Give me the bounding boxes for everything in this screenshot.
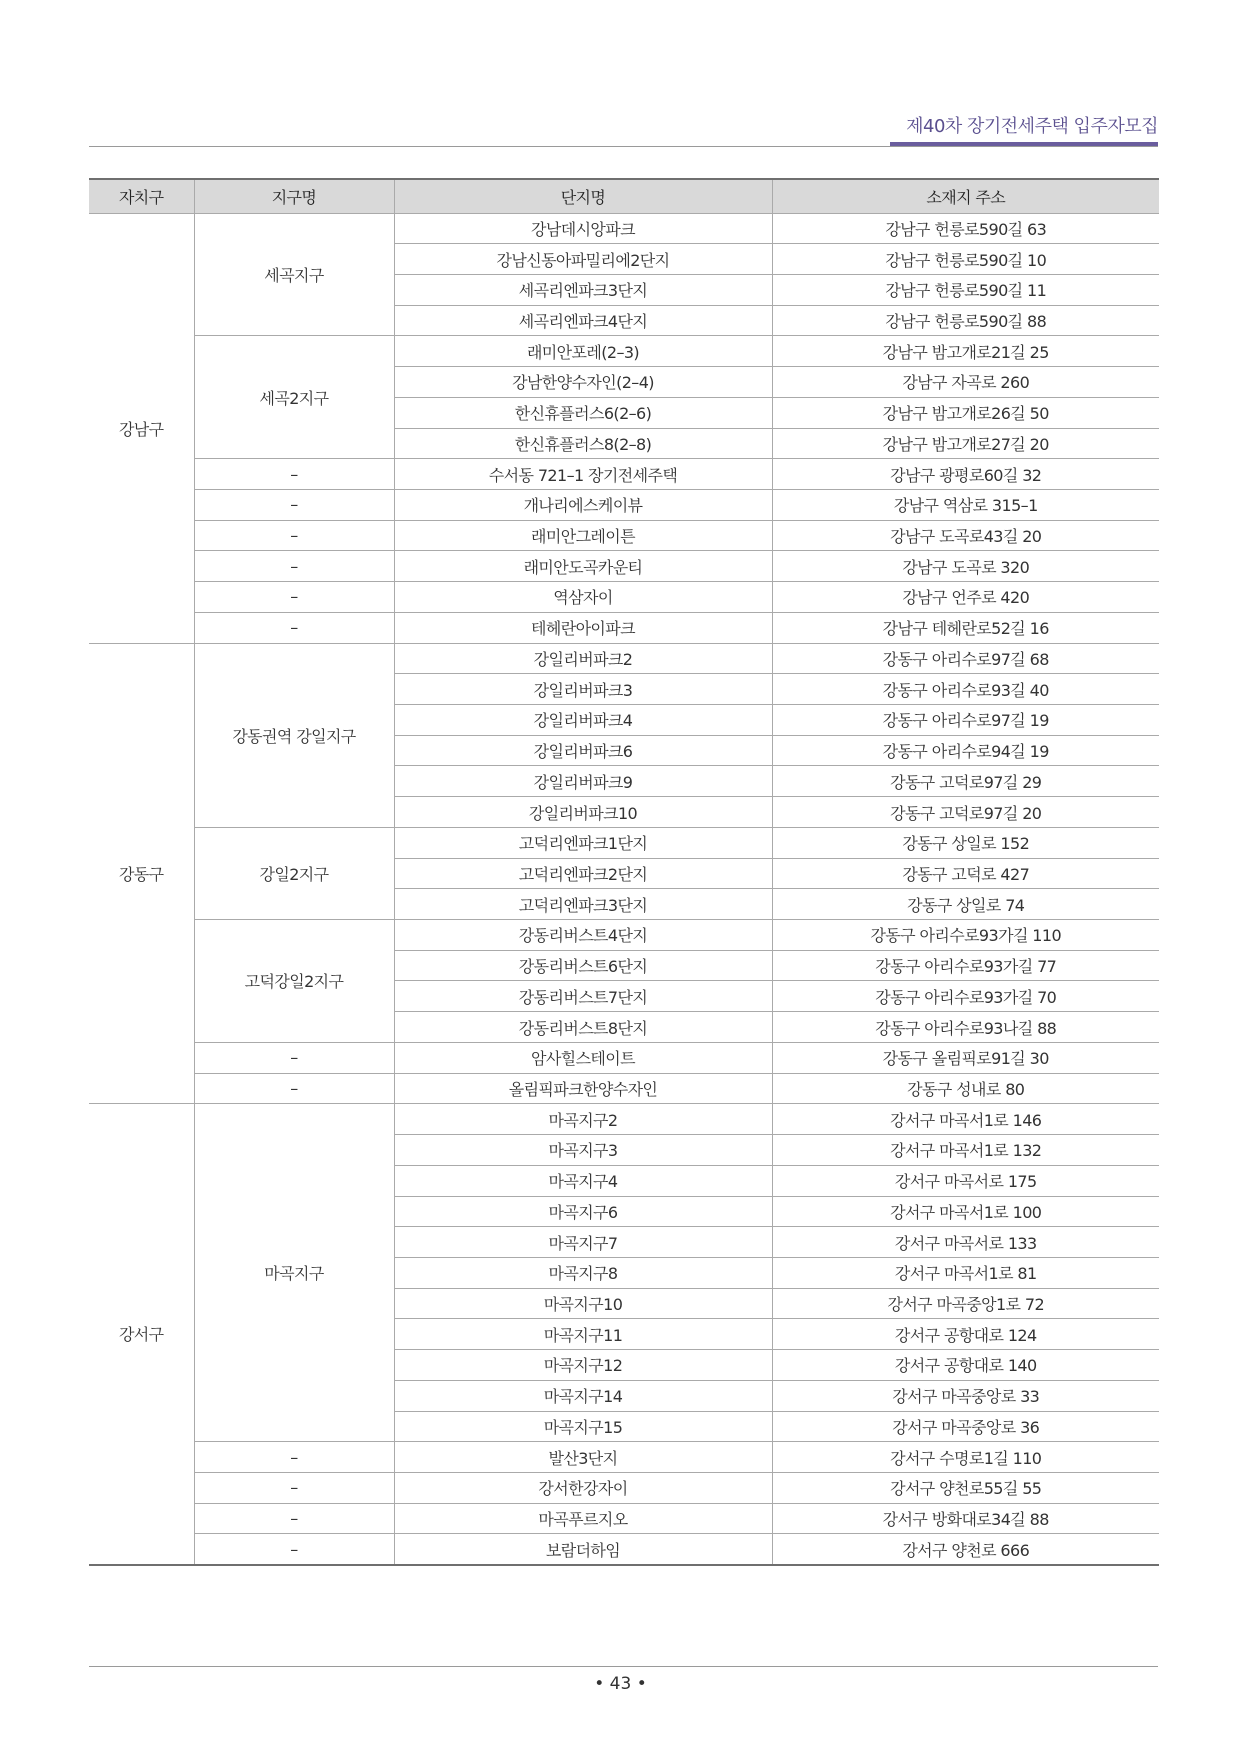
complex-name-cell: 강동리버스트6단지 <box>394 950 772 981</box>
table-row <box>89 459 1159 490</box>
complex-name-cell: 세곡리엔파크4단지 <box>394 305 772 336</box>
address-cell: 강서구 마곡서로 175 <box>772 1165 1159 1196</box>
complex-name-cell: 고덕리엔파크1단지 <box>394 827 772 858</box>
zone-cell: 강동권역 강일지구 <box>194 643 394 827</box>
table-row <box>89 1534 1159 1565</box>
complex-name-cell: 래미안그레이튼 <box>394 520 772 551</box>
address-cell: 강서구 마곡서로 133 <box>772 1227 1159 1258</box>
district-cell: 강동구 <box>89 643 194 1104</box>
complex-name-cell: 수서동 721–1 장기전세주택 <box>394 459 772 490</box>
complex-name-cell: 마곡지구14 <box>394 1380 772 1411</box>
table-body <box>89 213 1159 1565</box>
column-header-district: 자치구 <box>89 179 194 213</box>
zone-cell: – <box>194 1042 394 1073</box>
table-row <box>89 1472 1159 1503</box>
header-title: 제40차 장기전세주택 입주자모집 <box>906 116 1158 137</box>
zone-cell: – <box>194 1472 394 1503</box>
table-row <box>89 827 1159 858</box>
complex-name-cell: 테헤란아이파크 <box>394 612 772 643</box>
zone-cell: – <box>194 1073 394 1104</box>
complex-name-cell: 마곡지구15 <box>394 1411 772 1442</box>
address-cell: 강서구 마곡중앙로 33 <box>772 1380 1159 1411</box>
table-header-row <box>89 179 1159 213</box>
address-cell: 강남구 역삼로 315–1 <box>772 489 1159 520</box>
address-cell: 강서구 마곡중앙로 36 <box>772 1411 1159 1442</box>
table-row <box>89 1442 1159 1473</box>
table-row <box>89 1073 1159 1104</box>
zone-cell: 강일2지구 <box>194 827 394 919</box>
address-cell: 강서구 공항대로 140 <box>772 1350 1159 1381</box>
address-cell: 강동구 아리수로93가길 110 <box>772 920 1159 951</box>
complex-name-cell: 강남신동아파밀리에2단지 <box>394 244 772 275</box>
page-number: • 43 • <box>594 1674 647 1694</box>
complex-name-cell: 강일리버파크4 <box>394 705 772 736</box>
address-cell: 강남구 언주로 420 <box>772 582 1159 613</box>
address-cell: 강동구 성내로 80 <box>772 1073 1159 1104</box>
complex-name-cell: 역삼자이 <box>394 582 772 613</box>
complex-name-cell: 마곡지구10 <box>394 1288 772 1319</box>
address-cell: 강서구 양천로55길 55 <box>772 1472 1159 1503</box>
complex-name-cell: 강일리버파크10 <box>394 797 772 828</box>
table-row <box>89 643 1159 674</box>
address-cell: 강서구 마곡서1로 132 <box>772 1135 1159 1166</box>
complex-name-cell: 강일리버파크2 <box>394 643 772 674</box>
address-cell: 강남구 도곡로 320 <box>772 551 1159 582</box>
zone-cell: – <box>194 489 394 520</box>
address-cell: 강남구 헌릉로590길 10 <box>772 244 1159 275</box>
table-row <box>89 551 1159 582</box>
complex-name-cell: 한신휴플러스6(2–6) <box>394 397 772 428</box>
address-cell: 강동구 아리수로97길 19 <box>772 705 1159 736</box>
complex-name-cell: 강남데시앙파크 <box>394 213 772 244</box>
zone-cell: – <box>194 520 394 551</box>
complex-name-cell: 마곡지구3 <box>394 1135 772 1166</box>
complex-name-cell: 보람더하임 <box>394 1534 772 1565</box>
address-cell: 강동구 올림픽로91길 30 <box>772 1042 1159 1073</box>
table-row <box>89 1042 1159 1073</box>
complex-name-cell: 고덕리엔파크3단지 <box>394 889 772 920</box>
address-cell: 강동구 아리수로93가길 77 <box>772 950 1159 981</box>
address-cell: 강동구 아리수로93나길 88 <box>772 1012 1159 1043</box>
complex-name-cell: 한신휴플러스8(2–8) <box>394 428 772 459</box>
address-cell: 강남구 자곡로 260 <box>772 367 1159 398</box>
table-row <box>89 920 1159 951</box>
address-cell: 강동구 아리수로93길 40 <box>772 674 1159 705</box>
column-header-complex: 단지명 <box>394 179 772 213</box>
zone-cell: – <box>194 1534 394 1565</box>
address-cell: 강동구 아리수로97길 68 <box>772 643 1159 674</box>
complex-name-cell: 래미안포레(2–3) <box>394 336 772 367</box>
district-cell: 강서구 <box>89 1104 194 1565</box>
address-cell: 강동구 고덕로97길 20 <box>772 797 1159 828</box>
complex-name-cell: 강동리버스트4단지 <box>394 920 772 951</box>
address-cell: 강서구 마곡서1로 81 <box>772 1257 1159 1288</box>
address-cell: 강서구 방화대로34길 88 <box>772 1503 1159 1534</box>
table-row <box>89 582 1159 613</box>
address-cell: 강남구 테헤란로52길 16 <box>772 612 1159 643</box>
address-cell: 강남구 밤고개로26길 50 <box>772 397 1159 428</box>
zone-cell: – <box>194 582 394 613</box>
address-cell: 강서구 양천로 666 <box>772 1534 1159 1565</box>
zone-cell: – <box>194 459 394 490</box>
table-row <box>89 213 1159 244</box>
complex-name-cell: 강일리버파크3 <box>394 674 772 705</box>
complex-name-cell: 암사힐스테이트 <box>394 1042 772 1073</box>
table-row <box>89 1503 1159 1534</box>
zone-cell: – <box>194 612 394 643</box>
complex-name-cell: 강서한강자이 <box>394 1472 772 1503</box>
address-cell: 강남구 밤고개로27길 20 <box>772 428 1159 459</box>
column-header-zone: 지구명 <box>194 179 394 213</box>
zone-cell: 세곡지구 <box>194 213 394 336</box>
table-row <box>89 336 1159 367</box>
footer-rule <box>89 1666 1158 1667</box>
address-cell: 강동구 고덕로97길 29 <box>772 766 1159 797</box>
complex-name-cell: 마곡지구12 <box>394 1350 772 1381</box>
complex-name-cell: 마곡지구4 <box>394 1165 772 1196</box>
complex-name-cell: 마곡지구2 <box>394 1104 772 1135</box>
zone-cell: – <box>194 551 394 582</box>
complex-name-cell: 강동리버스트7단지 <box>394 981 772 1012</box>
complex-name-cell: 발산3단지 <box>394 1442 772 1473</box>
district-cell: 강남구 <box>89 213 194 643</box>
zone-cell: – <box>194 1503 394 1534</box>
address-cell: 강동구 고덕로 427 <box>772 858 1159 889</box>
table-row <box>89 612 1159 643</box>
address-cell: 강남구 밤고개로21길 25 <box>772 336 1159 367</box>
complex-name-cell: 강일리버파크6 <box>394 735 772 766</box>
column-header-address: 소재지 주소 <box>772 179 1159 213</box>
table-row <box>89 1104 1159 1135</box>
zone-cell: 마곡지구 <box>194 1104 394 1442</box>
complex-name-cell: 마곡지구11 <box>394 1319 772 1350</box>
complex-name-cell: 강남한양수자인(2–4) <box>394 367 772 398</box>
address-cell: 강서구 공항대로 124 <box>772 1319 1159 1350</box>
complex-table <box>89 178 1159 1566</box>
address-cell: 강남구 헌릉로590길 11 <box>772 274 1159 305</box>
complex-name-cell: 세곡리엔파크3단지 <box>394 274 772 305</box>
complex-name-cell: 마곡지구8 <box>394 1257 772 1288</box>
address-cell: 강동구 상일로 74 <box>772 889 1159 920</box>
table-row <box>89 489 1159 520</box>
address-cell: 강동구 상일로 152 <box>772 827 1159 858</box>
address-cell: 강동구 아리수로93가길 70 <box>772 981 1159 1012</box>
complex-name-cell: 마곡지구6 <box>394 1196 772 1227</box>
address-cell: 강남구 도곡로43길 20 <box>772 520 1159 551</box>
header-rule <box>89 146 1158 147</box>
address-cell: 강서구 마곡서1로 146 <box>772 1104 1159 1135</box>
address-cell: 강남구 광평로60길 32 <box>772 459 1159 490</box>
address-cell: 강서구 수명로1길 110 <box>772 1442 1159 1473</box>
table-row <box>89 520 1159 551</box>
complex-name-cell: 올림픽파크한양수자인 <box>394 1073 772 1104</box>
zone-cell: 세곡2지구 <box>194 336 394 459</box>
complex-name-cell: 마곡푸르지오 <box>394 1503 772 1534</box>
complex-name-cell: 래미안도곡카운티 <box>394 551 772 582</box>
complex-name-cell: 고덕리엔파크2단지 <box>394 858 772 889</box>
complex-name-cell: 개나리에스케이뷰 <box>394 489 772 520</box>
address-cell: 강동구 아리수로94길 19 <box>772 735 1159 766</box>
zone-cell: – <box>194 1442 394 1473</box>
address-cell: 강서구 마곡중앙1로 72 <box>772 1288 1159 1319</box>
zone-cell: 고덕강일2지구 <box>194 920 394 1043</box>
address-cell: 강서구 마곡서1로 100 <box>772 1196 1159 1227</box>
address-cell: 강남구 헌릉로590길 63 <box>772 213 1159 244</box>
complex-name-cell: 강일리버파크9 <box>394 766 772 797</box>
address-cell: 강남구 헌릉로590길 88 <box>772 305 1159 336</box>
complex-name-cell: 강동리버스트8단지 <box>394 1012 772 1043</box>
complex-name-cell: 마곡지구7 <box>394 1227 772 1258</box>
complex-table-container <box>89 178 1159 1566</box>
